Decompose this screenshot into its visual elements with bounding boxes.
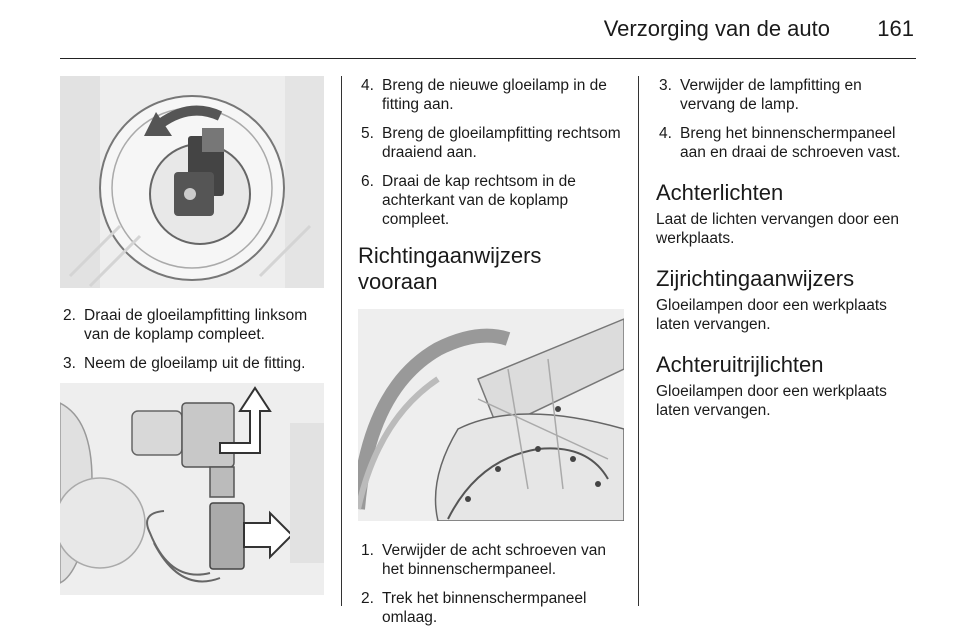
step-text: Trek het binnenschermpaneel omlaag.	[382, 590, 587, 626]
step-number: 4.	[659, 125, 672, 142]
step-text: Breng de gloeilampfitting rechtsom draaiend aan.	[382, 125, 621, 161]
step-number: 1.	[361, 542, 374, 559]
list-item	[60, 354, 324, 373]
list-item	[358, 124, 624, 162]
wheel-arch-illustration	[358, 309, 624, 521]
steps-list-col1	[60, 306, 324, 373]
step-text: Draai de gloeilampfitting linksom van de koplamp compleet.	[84, 307, 308, 343]
section-title: Zijrichtingaanwijzers	[656, 266, 855, 291]
steps-list-col2-top	[358, 76, 624, 229]
list-item	[358, 172, 624, 229]
section-title: Achterlichten	[656, 180, 784, 205]
list-item	[358, 541, 624, 579]
section-title: Richtingaanwijzers vooraan	[358, 243, 542, 294]
wheel-arch-liner-illustration	[358, 309, 624, 521]
list-item	[656, 76, 920, 114]
column-divider-1	[341, 76, 342, 606]
list-item	[656, 124, 920, 162]
step-number: 3.	[659, 77, 672, 94]
step-number: 3.	[63, 355, 76, 372]
column-3	[656, 76, 920, 420]
section-body: Laat de lichten vervangen door een werkplaats.	[656, 211, 900, 247]
step-text: Neem de gloeilamp uit de fitting.	[84, 355, 306, 372]
page-number: 161	[877, 16, 914, 41]
section-body: Gloeilampen door een werkplaats laten vervangen.	[656, 297, 887, 333]
section-title: Achteruitrijlichten	[656, 352, 824, 377]
bulb-socket-illustration	[60, 383, 324, 595]
step-number: 2.	[63, 307, 76, 324]
step-text: Breng de nieuwe gloeilamp in de fitting aan.	[382, 77, 607, 113]
step-number: 5.	[361, 125, 374, 142]
headlamp-socket-illustration	[60, 76, 324, 288]
list-item	[358, 589, 624, 627]
step-text: Breng het binnenschermpaneel aan en draai de schroeven vast.	[680, 125, 901, 161]
step-number: 2.	[361, 590, 374, 607]
step-text: Verwijder de lampfitting en vervang de lamp.	[680, 77, 862, 113]
steps-list-col2-bottom	[358, 541, 624, 627]
column-divider-2	[638, 76, 639, 606]
list-item	[60, 306, 324, 344]
step-text: Draai de kap rechtsom in de achterkant van de koplamp compleet.	[382, 173, 576, 228]
step-number: 4.	[361, 77, 374, 94]
section-body: Gloeilampen door een werkplaats laten vervangen.	[656, 383, 887, 419]
headlamp-rear-illustration	[60, 76, 324, 288]
page-header-title: Verzorging van de auto	[603, 16, 830, 41]
column-2	[358, 76, 624, 637]
header-divider	[60, 58, 916, 59]
column-1	[60, 76, 324, 595]
step-text: Verwijder de acht schroeven van het binnenschermpaneel.	[382, 542, 607, 578]
list-item	[358, 76, 624, 114]
steps-list-col3	[656, 76, 920, 162]
bulb-removal-illustration	[60, 383, 324, 595]
step-number: 6.	[361, 173, 374, 190]
